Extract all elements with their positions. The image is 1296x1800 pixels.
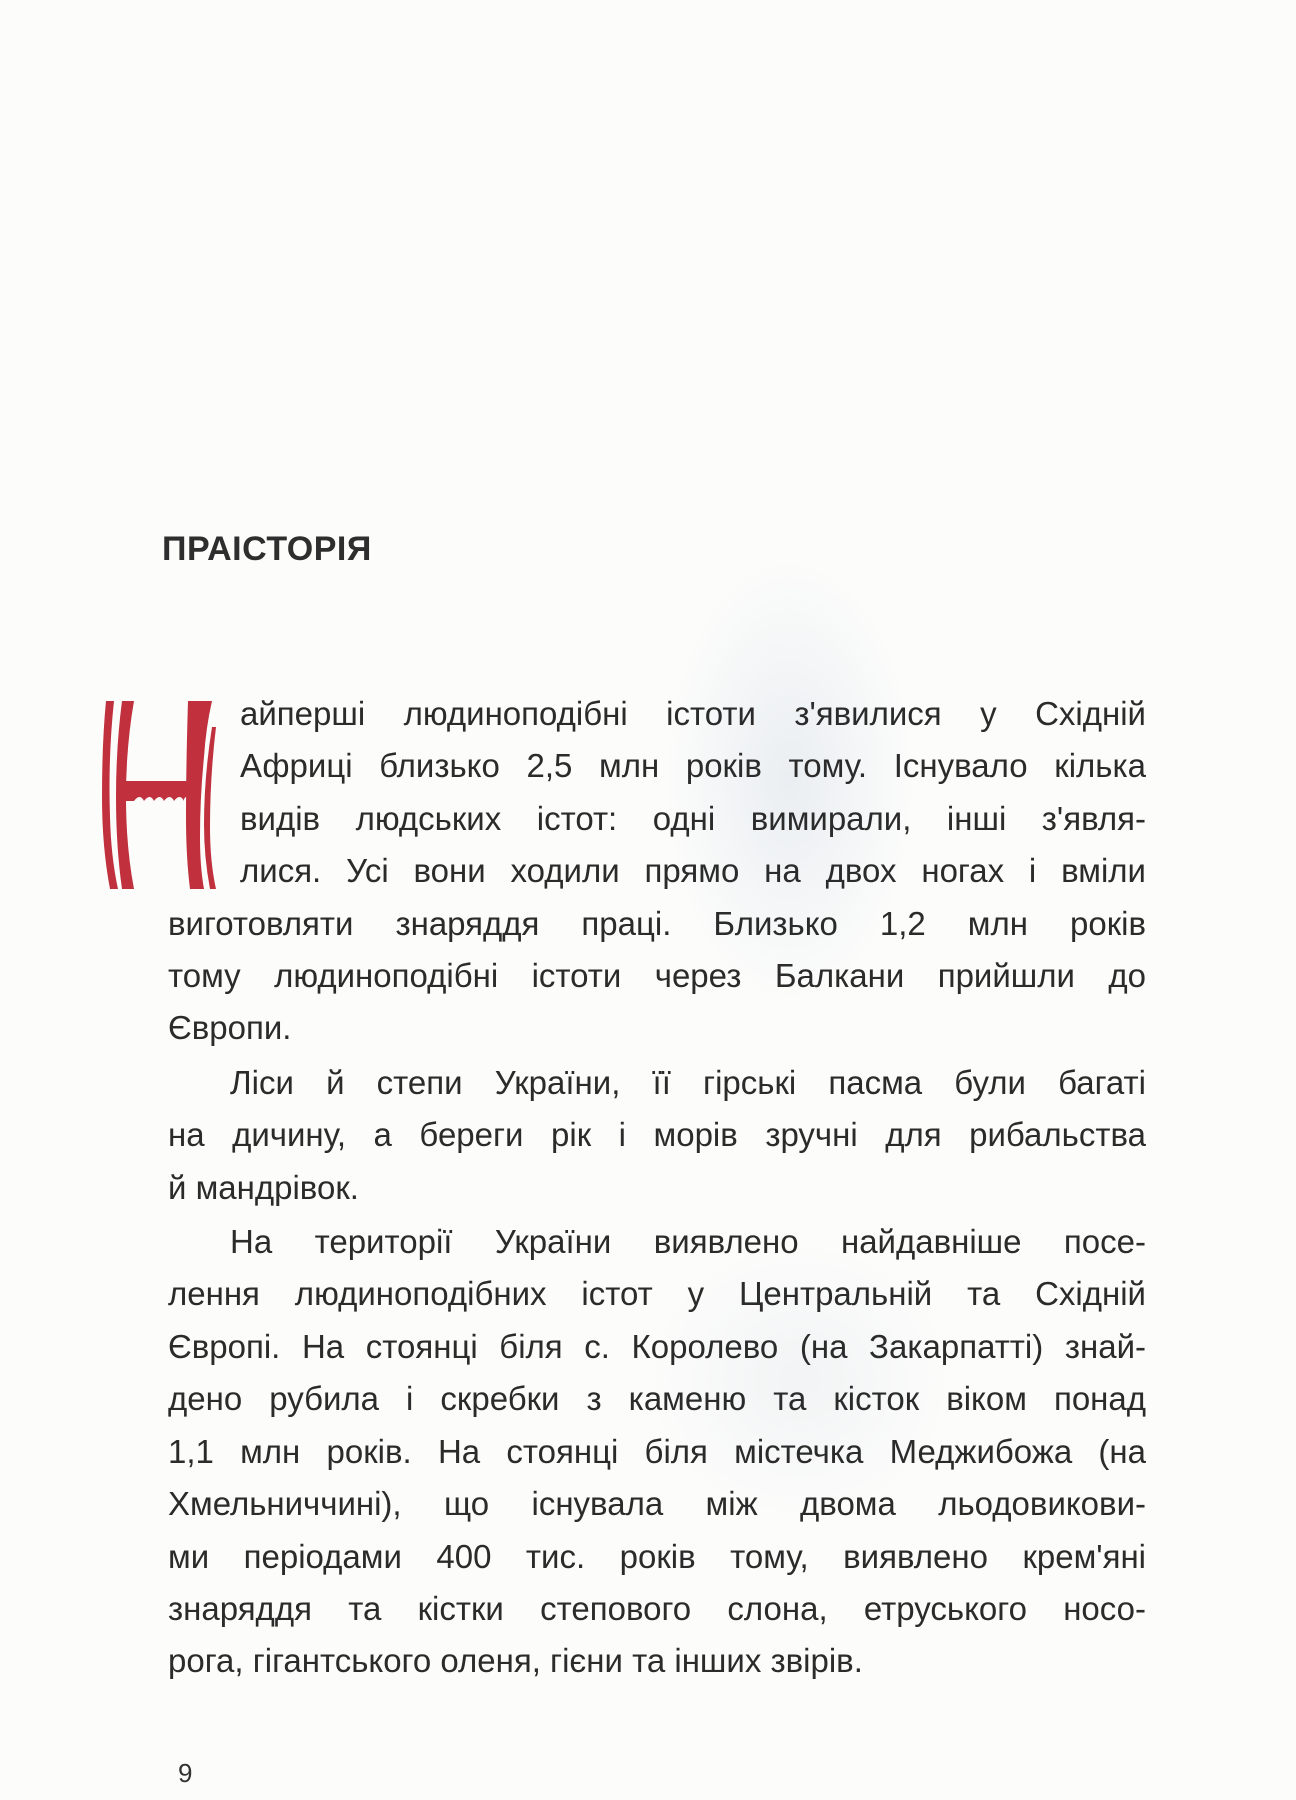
- text-line: Африці близько 2,5 млн років тому. Існувало кілька: [240, 747, 1146, 785]
- text-line: На території України виявлено найдавніше посе-: [230, 1223, 1146, 1261]
- text-line: рога, гігантського оленя, гієни та інших звірів.: [168, 1642, 863, 1680]
- body-text: [168, 688, 1146, 1688]
- text-line: й мандрівок.: [168, 1168, 359, 1206]
- text-line: лення людиноподібних істот у Центральній та Східній: [168, 1275, 1146, 1313]
- text-line: айперші людиноподібні істоти з'явилися у Східній: [240, 695, 1146, 732]
- paragraph-3: [168, 1216, 1146, 1688]
- page-number: 9: [178, 1758, 193, 1788]
- text-line: лися. Усі вони ходили прямо на двох ногах і вміли: [240, 852, 1146, 890]
- text-line: ми періодами 400 тис. років тому, виявлено крем'яні: [168, 1537, 1146, 1575]
- text-line: виготовляти знаряддя праці. Близько 1,2 млн років: [168, 904, 1146, 942]
- text-line: 1,1 млн років. На стоянці біля містечка Меджибожа (на: [168, 1432, 1146, 1470]
- text-line: знаряддя та кістки степового слона, етруського носо-: [168, 1589, 1146, 1627]
- text-line: на дичину, а береги рік і морів зручні для рибальства: [168, 1116, 1146, 1154]
- text-line: видів людських істот: одні вимирали, інші з'явля-: [240, 799, 1146, 837]
- text-line: Ліси й степи України, її гірські пасма були багаті: [230, 1063, 1146, 1101]
- page-title: ПРАІСТОРІЯ: [162, 530, 372, 568]
- text-line: Європи.: [168, 1009, 292, 1047]
- text-line: Хмельниччині), що існувала між двома льодовикови-: [168, 1485, 1146, 1523]
- paragraph-1: [168, 688, 1146, 1055]
- paragraph-2: [168, 1057, 1146, 1214]
- text-line: Європі. На стоянці біля с. Королево (на Закарпатті) знай-: [168, 1327, 1146, 1365]
- text-line: дено рубила і скребки з каменю та кісток віком понад: [168, 1380, 1146, 1418]
- text-line: тому людиноподібні істоти через Балкани прийшли до: [168, 957, 1146, 995]
